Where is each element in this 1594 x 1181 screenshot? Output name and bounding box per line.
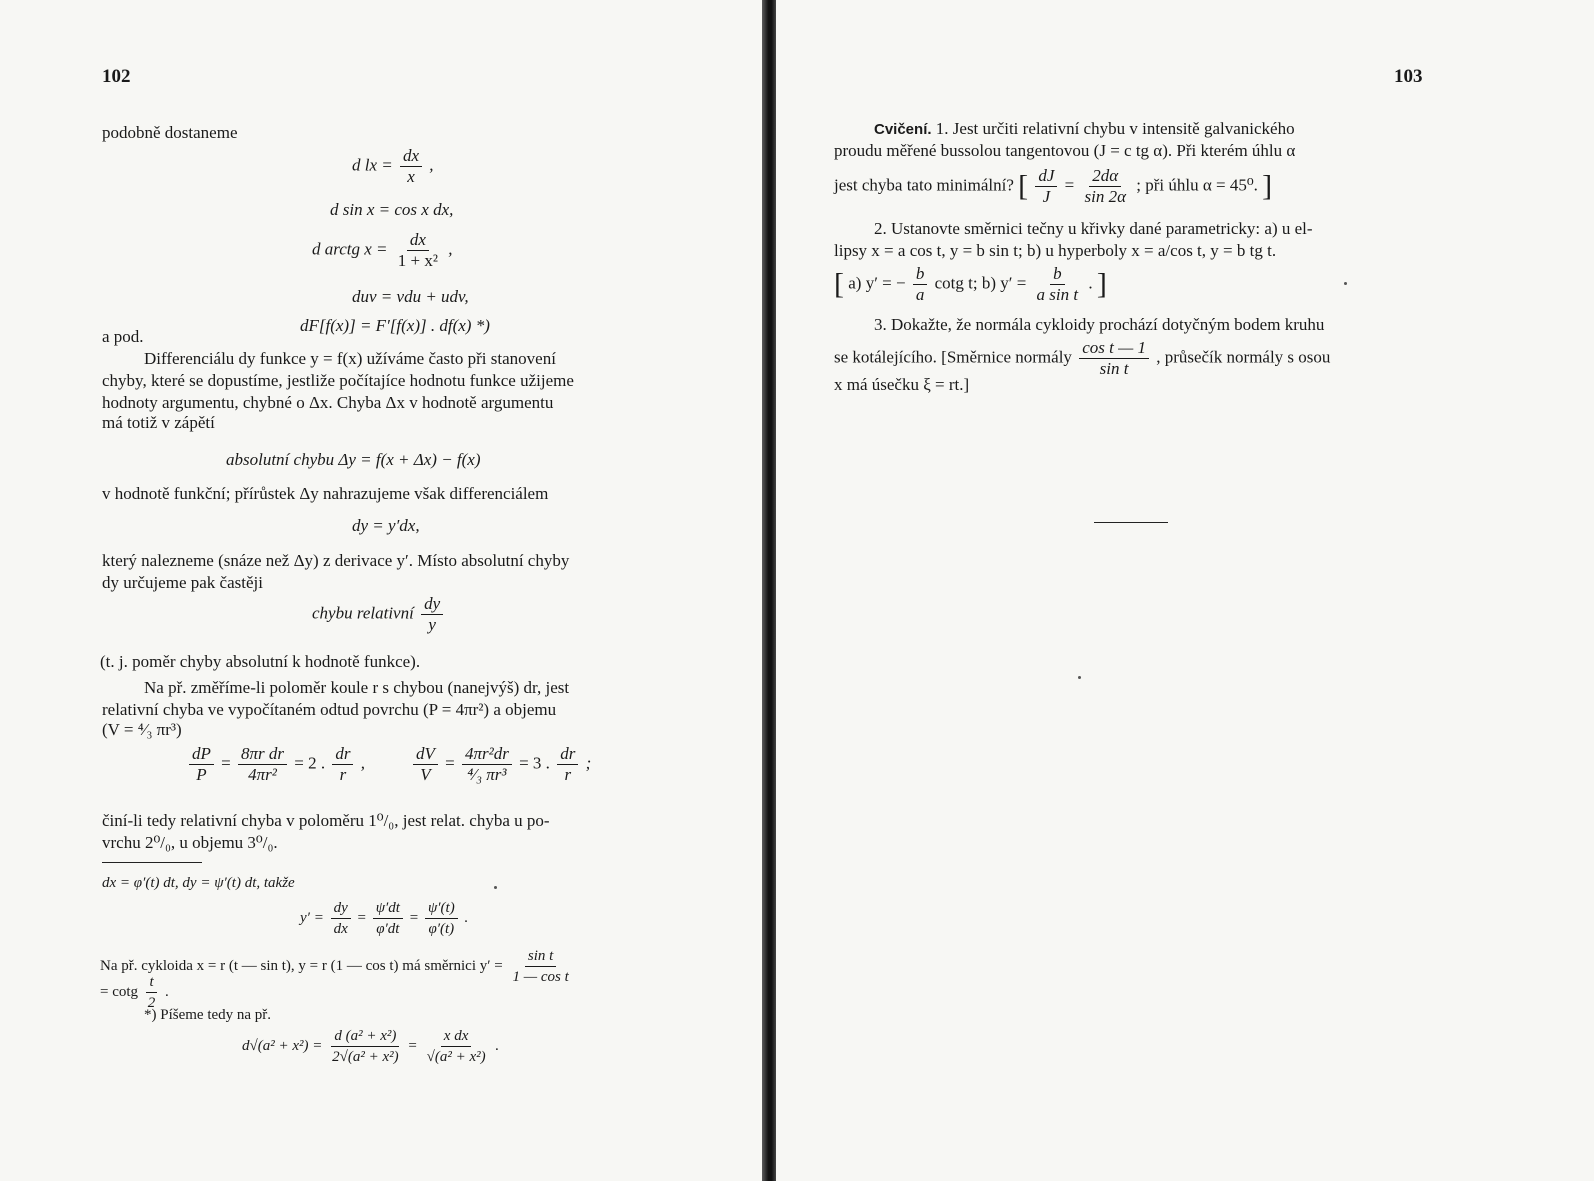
equation-duv: duv = vdu + udv, [352,287,469,306]
relative-error-equation: chybu relativní $\frac{dy}{y}$ [312,594,446,635]
para4-line1: Na př. změříme-li poloměr koule r s chybou (nanejvýš) dr, jest [144,678,570,697]
right-page-number: 103 [1394,66,1423,87]
footnote-rule [102,862,202,863]
equation-dV: $\frac{dV}{V}$ = $\frac{\text{4πr²dr}}{\text{⁴⁄₃ πr³}}$ = 3 . $\frac{dr}{r}$ ; [410,744,591,785]
absolute-error-equation: absolutní chybu Δy = f(x + Δx) − f(x) [226,450,481,469]
footnote-note: *) Píšeme tedy na př. [144,1007,272,1023]
para4-line2: relativní chyba ve vypočítaném odtud povrchu (P = 4πr²) a objemu [102,700,557,719]
para4-line3: (V = ⁴⁄₃ πr³) [102,720,182,739]
exercise-2-answer: [ a) y′ = − $\frac{b}{a}$ cotg t; b) y′ = $\frac{b}{\text{a sin t}}$ . ] [834,264,1107,304]
left-page [0,0,764,1181]
exercise-3-line2: se kotálejícího. [Směrnice normály $\frac{\text{cos t — 1}}{\text{sin t}}$ , průsečík normály s osou [834,338,1331,378]
footnote-equation-sqrt: d√(a² + x²) = $\frac{\text{d (a² + x²)}}{\text{2√(a² + x²)}}$ = $\frac{\text{x dx}}{\text{√(a² + x²)}}$ . [242,1028,500,1065]
exercise-2-line2: lipsy x = a cos t, y = b sin t; b) u hyperboly x = a/cos t, y = b tg t. [834,241,1277,260]
equation-dlx: d lx = $\frac{dx}{x}$ , [352,146,434,186]
end-rule [1094,522,1168,523]
para1-line1: Differenciálu dy funkce y = f(x) užíváme často při stanovení [144,349,556,368]
exercise-1-line1: Cvičení. 1. Jest určiti relativní chybu v intensitě galvanického [874,119,1295,138]
equation-darctg: d arctg x = $\frac{dx}{\text{1 + x²}}$ , [312,230,453,270]
exercise-1-line3: jest chyba tato minimální? [ $\frac{dJ}{J}$ = $\frac{2d\alpha}{\sin 2\alpha}$ ; při úhlu α = 45⁰. ] [834,166,1273,206]
para5-line1: činí-li tedy relativní chyba v poloměru 1⁰/₀, jest relat. chyba u po- [102,811,550,830]
equation-dy: dy = y′dx, [352,516,420,535]
exercise-2-line1: 2. Ustanovte směrnici tečny u křivky dané parametricky: a) u el- [874,219,1313,238]
speck-mark-right-2 [1344,282,1347,285]
right-page [776,0,1594,1181]
intro-text: podobně dostaneme [102,123,238,142]
speck-mark [494,886,497,889]
left-page-number: 102 [102,66,131,87]
equation-dF: dF[f(x)] = F′[f(x)] . df(x) *) [300,316,490,335]
footnote-cycloid: Na př. cykloida x = r (t — sin t), y = r (1 — cos t) má směrnici y′ = $\frac{\text{sin t}}{\text{1 — cos t}}$ [100,948,569,985]
equation-dsin: d sin x = cos x dx, [330,200,454,219]
para1-line4: má totiž v zápětí [102,413,215,432]
para5-line2: vrchu 2⁰/₀, u objemu 3⁰/₀. [102,833,278,852]
a-pod-text: a pod. [102,327,144,346]
exercise-1-line2: proudu měřené bussolou tangentovou (J = c tg α). Při kterém úhlu α [834,141,1296,160]
exercise-3-line3: x má úsečku ξ = rt.] [834,375,970,394]
footnote-line1: dx = φ′(t) dt, dy = ψ′(t) dt, takže [102,875,295,891]
equation-dP: $\frac{dP}{P}$ = $\frac{\text{8πr dr}}{\text{4πr²}}$ = 2 . $\frac{dr}{r}$ , [186,744,365,785]
para1-line3: hodnoty argumentu, chybné o Δx. Chyba Δx v hodnotě argumentu [102,393,554,412]
footnote-equation-yprime: y′ = $\frac{dy}{dx}$ = $\frac{\psi'dt}{\varphi'dt}$ = $\frac{\psi'(t)}{\varphi'(t)}$ . [300,900,469,937]
footnote-cotg: = cotg $\frac{t}{2}$ . [100,974,169,1011]
para3-text: (t. j. poměr chyby absolutní k hodnotě funkce). [100,652,421,671]
speck-mark-right [1078,676,1081,679]
exercise-3-line1: 3. Dokažte, že normála cykloidy prochází dotyčným bodem kruhu [874,315,1325,334]
differential-line: v hodnotě funkční; přírůstek Δy nahrazujeme však differenciálem [102,484,549,503]
para1-line2: chyby, které se dopustíme, jestliže počítajíce hodnotu funkce užijeme [102,371,574,390]
para2-line1: který nalezneme (snáze než Δy) z derivace y′. Místo absolutní chyby [102,551,570,570]
para2-line2: dy určujeme pak častěji [102,573,263,592]
